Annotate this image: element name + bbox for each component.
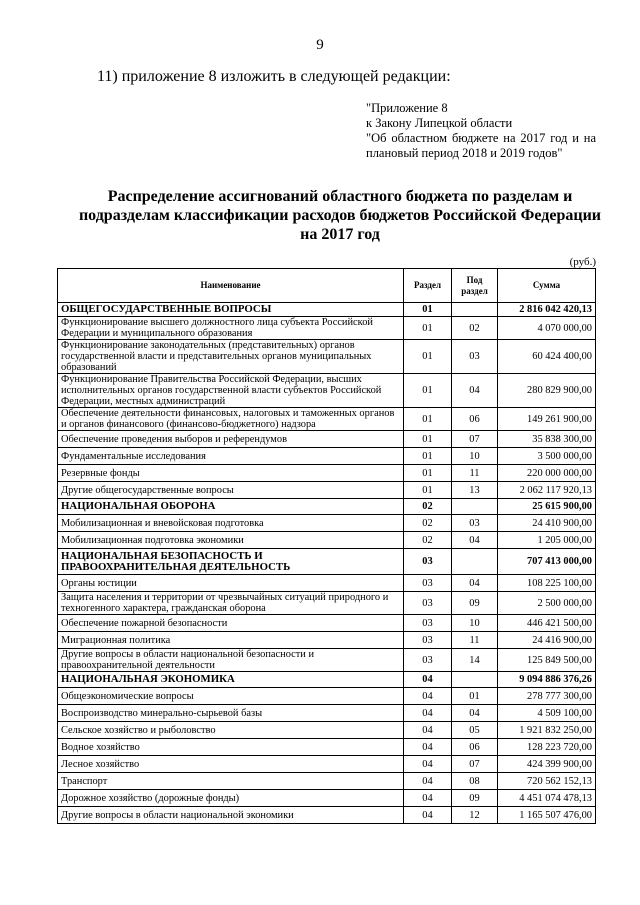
table-row [58,515,596,532]
table-row [58,575,596,592]
row-subsection: 05 [452,722,498,739]
row-amount: 24 410 900,00 [498,515,596,532]
row-section: 03 [404,615,452,632]
row-subsection: 06 [452,739,498,756]
row-subsection: 09 [452,592,498,615]
row-amount: 24 416 900,00 [498,632,596,649]
row-section: 04 [404,705,452,722]
row-amount: 446 421 500,00 [498,615,596,632]
row-amount: 9 094 886 376,26 [498,672,596,688]
row-amount: 424 399 900,00 [498,756,596,773]
row-subsection: 12 [452,807,498,824]
row-section: 04 [404,688,452,705]
row-name: Другие общегосударственные вопросы [58,482,404,499]
row-name: Мобилизационная подготовка экономики [58,532,404,549]
row-amount: 707 413 000,00 [498,549,596,575]
appendix-header [366,101,596,161]
table-row [58,688,596,705]
row-name: НАЦИОНАЛЬНАЯ БЕЗОПАСНОСТЬ И ПРАВООХРАНИТЕЛЬНАЯ ДЕЯТЕЛЬНОСТЬ [58,549,404,575]
header-amount: Сумма [498,269,596,303]
table-row [58,807,596,824]
row-amount: 1 921 832 250,00 [498,722,596,739]
row-subsection: 04 [452,575,498,592]
header-name: Наименование [58,269,404,303]
row-subsection: 01 [452,688,498,705]
row-subsection: 13 [452,482,498,499]
title-line: на 2017 год [300,226,380,243]
table-row [58,615,596,632]
row-subsection: 07 [452,756,498,773]
table-row [58,756,596,773]
row-name: Функционирование Правительства Российской Федерации, высших исполнительных органов государственной власти субъектов Российской Федерации, местных администраций [58,374,404,408]
budget-table [57,268,596,824]
table-row [58,340,596,374]
table-row [58,448,596,465]
row-amount: 25 615 900,00 [498,499,596,515]
table-row [58,431,596,448]
table-section-row [58,499,596,515]
row-name: Органы юстиции [58,575,404,592]
row-name: НАЦИОНАЛЬНАЯ ЭКОНОМИКА [58,672,404,688]
row-section: 04 [404,773,452,790]
row-subsection: 03 [452,340,498,374]
table-row [58,790,596,807]
row-amount: 60 424 400,00 [498,340,596,374]
row-name: Функционирование высшего должностного лица субъекта Российской Федерации и муниципального образования [58,317,404,340]
row-section: 01 [404,431,452,448]
intro-text: 11) приложение 8 изложить в следующей редакции: [97,68,451,85]
row-subsection: 10 [452,448,498,465]
row-section: 03 [404,592,452,615]
row-name: Обеспечение деятельности финансовых, налоговых и таможенных органов и органов финансового (финансово-бюджетного) надзора [58,408,404,431]
table-header-row [58,269,596,303]
row-section: 01 [404,317,452,340]
row-subsection: 14 [452,649,498,672]
document-title [60,187,620,244]
row-section: 01 [404,448,452,465]
table-row [58,739,596,756]
row-section: 04 [404,722,452,739]
table-row [58,465,596,482]
table-row [58,773,596,790]
row-section: 04 [404,807,452,824]
table-body [58,303,596,824]
table-row [58,482,596,499]
row-section: 01 [404,465,452,482]
table-row [58,632,596,649]
row-name: Лесное хозяйство [58,756,404,773]
row-amount: 1 205 000,00 [498,532,596,549]
row-name: Функционирование законодательных (представительных) органов государственной власти и представительных органов муниципальных образований [58,340,404,374]
row-name: Обеспечение пожарной безопасности [58,615,404,632]
row-subsection: 07 [452,431,498,448]
appendix-line: к Закону Липецкой области [366,116,513,130]
row-name: Общеэкономические вопросы [58,688,404,705]
title-line: Распределение ассигнований областного бюджета по разделам и [107,188,573,205]
row-amount: 128 223 720,00 [498,739,596,756]
row-subsection: 02 [452,317,498,340]
row-subsection: 11 [452,632,498,649]
table-row [58,705,596,722]
title-line: подразделам классификации расходов бюджетов Российской Федерации [78,207,602,224]
row-amount: 2 062 117 920,13 [498,482,596,499]
row-name: Другие вопросы в области национальной экономики [58,807,404,824]
row-amount: 149 261 900,00 [498,408,596,431]
row-subsection: 10 [452,615,498,632]
row-subsection: 03 [452,515,498,532]
row-section: 01 [404,340,452,374]
row-subsection: 04 [452,374,498,408]
table-section-row [58,672,596,688]
page-number: 9 [316,37,324,53]
row-section: 02 [404,499,452,515]
row-amount: 278 777 300,00 [498,688,596,705]
row-amount: 4 070 000,00 [498,317,596,340]
row-subsection [452,303,498,317]
row-name: Транспорт [58,773,404,790]
unit-label: (руб.) [569,256,596,268]
row-name: Другие вопросы в области национальной безопасности и правоохранительной деятельности [58,649,404,672]
row-name: Водное хозяйство [58,739,404,756]
row-subsection [452,549,498,575]
row-name: Резервные фонды [58,465,404,482]
row-name: Воспроизводство минерально-сырьевой базы [58,705,404,722]
row-name: Миграционная политика [58,632,404,649]
table-section-row [58,303,596,317]
row-amount: 280 829 900,00 [498,374,596,408]
row-name: НАЦИОНАЛЬНАЯ ОБОРОНА [58,499,404,515]
row-section: 02 [404,515,452,532]
table-row [58,317,596,340]
row-section: 04 [404,756,452,773]
appendix-line: "Об областном бюджете на 2017 год и на [366,131,596,145]
row-amount: 2 500 000,00 [498,592,596,615]
row-subsection [452,672,498,688]
row-subsection: 09 [452,790,498,807]
row-section: 02 [404,532,452,549]
table-row [58,374,596,408]
row-name: Мобилизационная и вневойсковая подготовка [58,515,404,532]
row-section: 03 [404,575,452,592]
row-name: ОБЩЕГОСУДАРСТВЕННЫЕ ВОПРОСЫ [58,303,404,317]
row-name: Дорожное хозяйство (дорожные фонды) [58,790,404,807]
row-subsection: 08 [452,773,498,790]
row-name: Обеспечение проведения выборов и референдумов [58,431,404,448]
row-amount: 4 451 074 478,13 [498,790,596,807]
row-subsection: 04 [452,532,498,549]
row-section: 01 [404,408,452,431]
row-subsection [452,499,498,515]
row-section: 04 [404,790,452,807]
row-amount: 3 500 000,00 [498,448,596,465]
row-amount: 35 838 300,00 [498,431,596,448]
row-name: Сельское хозяйство и рыболовство [58,722,404,739]
row-amount: 4 509 100,00 [498,705,596,722]
row-amount: 2 816 042 420,13 [498,303,596,317]
table-row [58,722,596,739]
appendix-line: "Приложение 8 [366,101,448,115]
row-subsection: 06 [452,408,498,431]
appendix-line: плановый период 2018 и 2019 годов" [366,146,563,160]
table-row [58,649,596,672]
row-subsection: 04 [452,705,498,722]
table-row [58,408,596,431]
row-subsection: 11 [452,465,498,482]
row-amount: 720 562 152,13 [498,773,596,790]
row-amount: 108 225 100,00 [498,575,596,592]
row-name: Фундаментальные исследования [58,448,404,465]
row-section: 04 [404,739,452,756]
row-name: Защита населения и территории от чрезвычайных ситуаций природного и техногенного характера, гражданская оборона [58,592,404,615]
row-amount: 1 165 507 476,00 [498,807,596,824]
row-section: 03 [404,649,452,672]
row-amount: 125 849 500,00 [498,649,596,672]
row-section: 01 [404,374,452,408]
row-section: 01 [404,482,452,499]
header-section: Раздел [404,269,452,303]
header-subsection: Под раздел [452,269,498,303]
row-section: 01 [404,303,452,317]
row-section: 03 [404,549,452,575]
table-row [58,532,596,549]
table-row [58,592,596,615]
table-section-row [58,549,596,575]
row-section: 03 [404,632,452,649]
row-amount: 220 000 000,00 [498,465,596,482]
row-section: 04 [404,672,452,688]
